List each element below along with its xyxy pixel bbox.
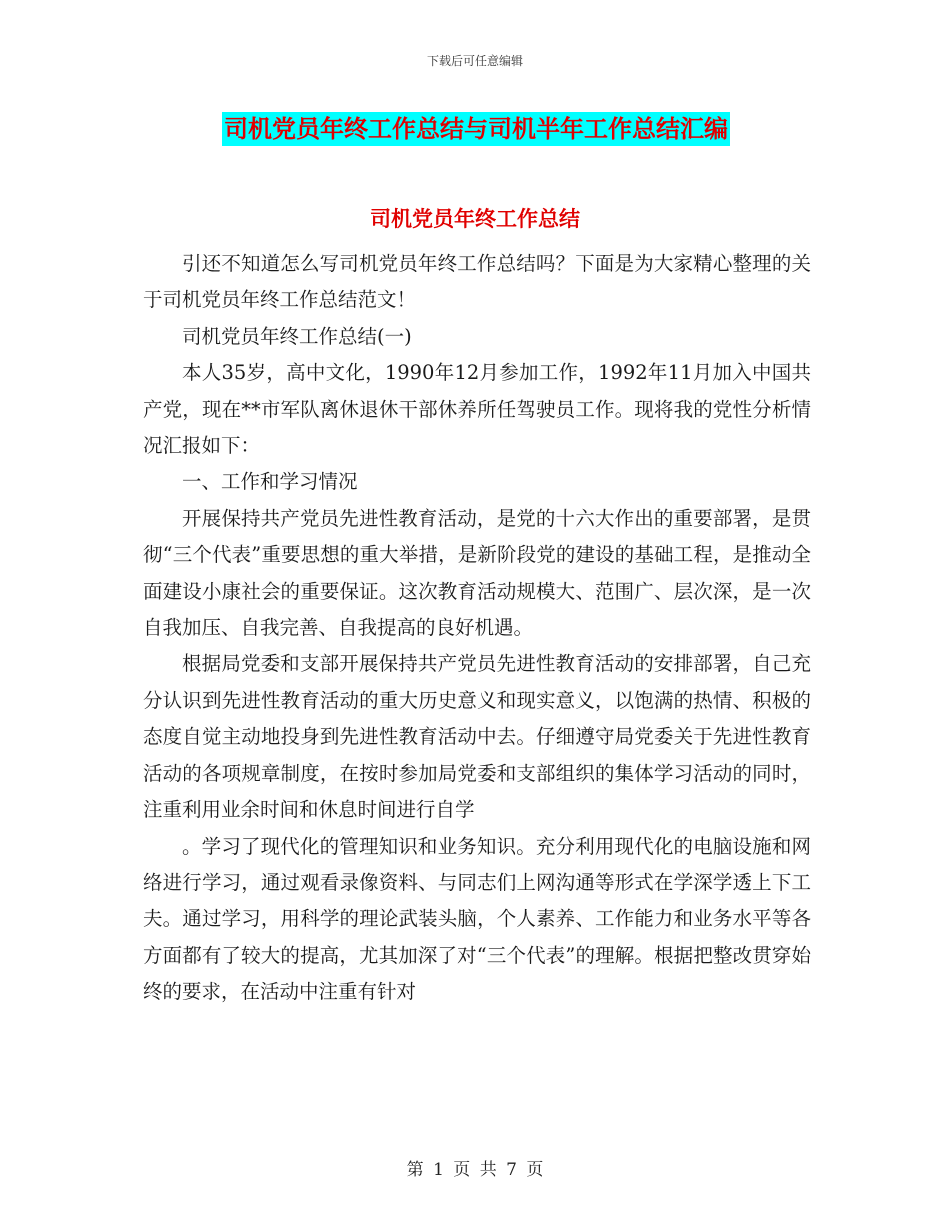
document-body — [143, 246, 811, 1011]
page-number: 第 1 页 共 7 页 — [406, 1160, 544, 1180]
paragraph-section-heading: 司机党员年终工作总结(一) — [182, 324, 412, 348]
document-sub-title: 司机党员年终工作总结 — [370, 207, 580, 231]
document-main-title: 司机党员年终工作总结与司机半年工作总结汇编 — [222, 112, 730, 146]
paragraph-arrangement: 根据局党委和支部开展保持共产党员先进性教育活动的安排部署，自己充分认识到先进性教育活动的重大历史意义和现实意义，以饱满的热情、积极的态度自觉主动地投身到先进性教育活动中去。仔细遵守局党委关于先进性教育活动的各项规章制度，在按时参加局党委和支部组织的集体学习活动的同时，注重利用业余时间和休息时间进行自学 — [143, 652, 811, 822]
header-note: 下载后可任意编辑 — [426, 54, 523, 68]
paragraph-education-activity: 开展保持共产党员先进性教育活动，是党的十六大作出的重要部署，是贯彻“三个代表”重要思想的重大举措，是新阶段党的建设的基础工程，是推动全面建设小康社会的重要保证。这次教育活动规模大、范围广、层次深，是一次自我加压、自我完善、自我提高的良好机遇。 — [143, 506, 811, 640]
paragraph-personal-info: 本人35岁，高中文化，1990年12月参加工作，1992年11月加入中国共产党，现在**市军队离休退休干部休养所任驾驶员工作。现将我的党性分析情况汇报如下： — [143, 361, 811, 458]
paragraph-study: 。学习了现代化的管理知识和业务知识。充分利用现代化的电脑设施和网络进行学习，通过观看录像资料、与同志们上网沟通等形式在学深学透上下工夫。通过学习，用科学的理论武装头脑，个人素养、工作能力和业务水平等各方面都有了较大的提高，尤其加深了对“三个代表”的理解。根据把整改贯穿始终的要求，在活动中注重有针对 — [143, 834, 811, 1004]
paragraph-intro: 引还不知道怎么写司机党员年终工作总结吗？下面是为大家精心整理的关于司机党员年终工作总结范文！ — [143, 252, 811, 312]
paragraph-subheading: 一、工作和学习情况 — [182, 470, 358, 494]
